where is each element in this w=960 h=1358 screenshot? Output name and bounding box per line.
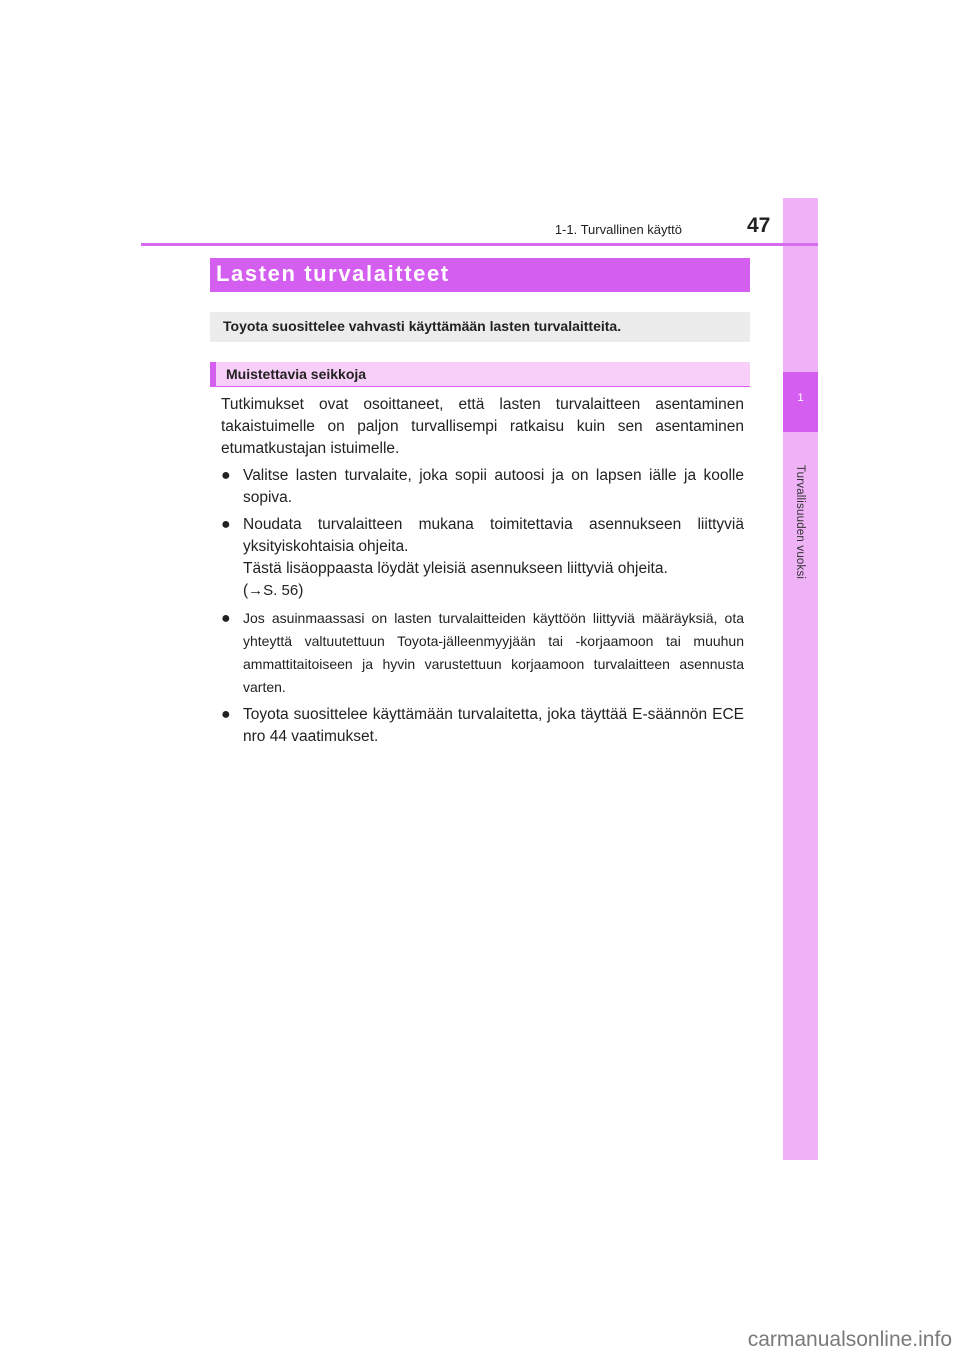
bullet-item [221, 514, 744, 602]
bullet-text: Valitse lasten turvalaite, joka sopii autoosi ja on lapsen iälle ja koolle sopiva. [243, 467, 744, 506]
summary-box [210, 312, 750, 342]
bullet-icon: ● [221, 706, 231, 723]
bullet-text: Toyota suosittelee käyttämään turvalaitetta, joka täyttää E-säännön ECE nro 44 vaatimukset. [243, 706, 744, 745]
bullet-item [221, 704, 744, 748]
subheading-text: Muistettavia seikkoja [226, 366, 367, 382]
section-title: Lasten turvalaitteet [216, 261, 450, 286]
header-section-title: 1-1. Turvallinen käyttö [554, 222, 682, 237]
summary-text: Toyota suosittelee vahvasti käyttämään lasten turvalaitteita. [223, 318, 622, 334]
bullet-icon: ● [221, 516, 231, 533]
body-content [221, 394, 744, 748]
intro-paragraph: Tutkimukset ovat osoittaneet, että lasten turvalaitteen asentaminen takaistuimelle on paljon turvallisempi ratkaisu kuin sen asentaminen etumatkustajan istuimelle. [221, 396, 744, 457]
chapter-side-tab [783, 198, 818, 1160]
bullet-item [221, 465, 744, 509]
page-number: 47 [747, 214, 771, 237]
page-reference: (→S. 56) [243, 582, 304, 599]
chapter-title-vertical: Turvallisuuden vuoksi [794, 464, 806, 580]
section-title-bar [210, 258, 750, 292]
chapter-number-tab: 1 [783, 372, 818, 432]
footer-watermark: carmanualsonline.info [747, 1328, 952, 1351]
bullet-icon: ● [221, 610, 231, 627]
page-reference-link[interactable]: →S. 56 [248, 582, 299, 599]
bullet-text: Jos asuinmaassasi on lasten turvalaitteiden käyttöön liittyviä määräyksiä, ota yhteyttä valtuutettuun Toyota-jälleenmyyjään tai -korjaamoon tai muuhun ammattitaitoiseen ja hyvin varustettuun korjaamoon turvalaitteen asennusta varten. [243, 610, 744, 695]
bullet-item [221, 607, 744, 699]
bullet-extra-text: Tästä lisäoppaasta löydät yleisiä asennukseen liittyviä ohjeita. [243, 560, 668, 577]
bullet-icon: ● [221, 467, 231, 484]
subheading-bar [210, 362, 750, 387]
header-divider [141, 243, 818, 246]
bullet-text: Noudata turvalaitteen mukana toimitettavia asennukseen liittyviä yksityiskohtaisia ohjeita. [243, 516, 744, 555]
